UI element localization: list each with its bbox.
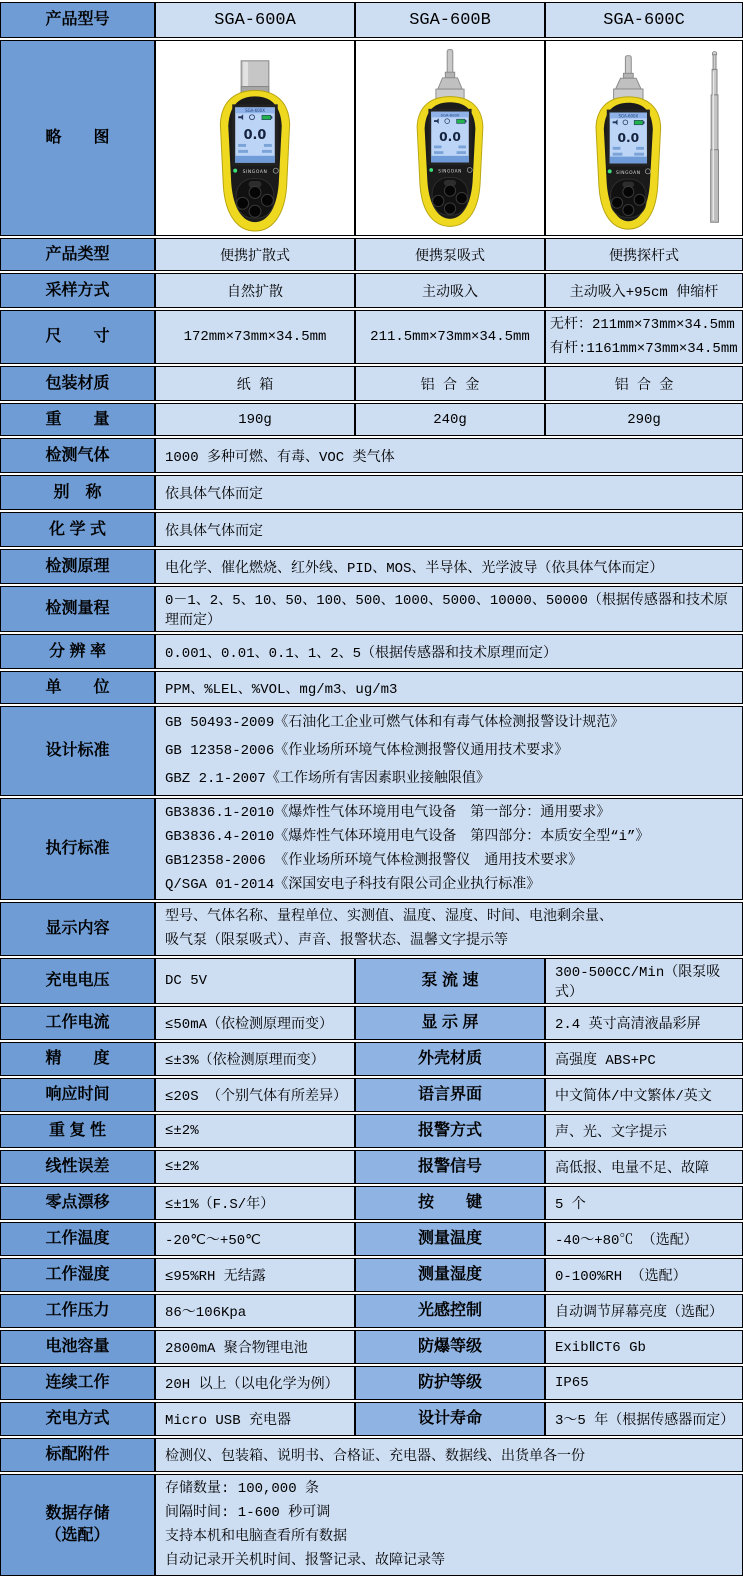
- svg-text:SINGOAN: SINGOAN: [616, 170, 641, 176]
- row-design-standard: [0, 706, 743, 796]
- cell-value: 自动调节屏幕亮度（选配）: [545, 1294, 743, 1328]
- cell-design-standard: [155, 706, 743, 796]
- device-screen: [232, 104, 278, 165]
- storage-line: 间隔时间: 1-600 秒可调: [165, 1505, 331, 1521]
- row-label: 响应时间: [0, 1078, 155, 1112]
- svg-text:SINGOAN: SINGOAN: [242, 170, 268, 176]
- row-storage: [0, 1474, 743, 1576]
- row-label: 别 称: [0, 475, 155, 510]
- row-label: 包装材质: [0, 366, 155, 401]
- cell-weight-b: 240g: [355, 403, 545, 436]
- keypad: [236, 179, 274, 219]
- svg-text:0.0: 0.0: [243, 127, 267, 143]
- design-standard-line: GB 12358-2006《作业场所环境气体检测报警仪通用技术要求》: [165, 743, 569, 759]
- row-pair-8: [0, 1258, 743, 1292]
- row-label: 尺 寸: [0, 310, 155, 364]
- row-pair-10: [0, 1330, 743, 1364]
- cell-value: ≤±3%（依检测原理而变）: [155, 1042, 355, 1076]
- keypad: [611, 179, 646, 217]
- row-label-mid: 设计寿命: [355, 1402, 545, 1436]
- exec-standard-line: GB12358-2006 《作业场所环境气体检测报警仪 通用技术要求》: [165, 853, 583, 869]
- svg-text:0.0: 0.0: [617, 130, 640, 145]
- row-label-mid: 语言界面: [355, 1078, 545, 1112]
- model-name-b: SGA-600B: [355, 2, 545, 38]
- row-label-mid: 外壳材质: [355, 1042, 545, 1076]
- row-pair-0: [0, 958, 743, 1004]
- row-label-mid: 测量温度: [355, 1222, 545, 1256]
- svg-text:SGA-600X: SGA-600X: [245, 108, 265, 114]
- cell-value: DC 5V: [155, 958, 355, 1004]
- row-alias: [0, 475, 743, 510]
- cell-sampling-b: 主动吸入: [355, 273, 545, 308]
- cell-packing-a: 纸 箱: [155, 366, 355, 401]
- row-gas: [0, 438, 743, 473]
- cell-alias: 依具体气体而定: [155, 475, 743, 510]
- row-label: 连续工作: [0, 1366, 155, 1400]
- row-label-mid: 报警信号: [355, 1150, 545, 1184]
- design-standard-line: GBZ 2.1-2007《工作场所有害因素职业接触限值》: [165, 771, 490, 787]
- row-product-type: [0, 238, 743, 271]
- cell-weight-a: 190g: [155, 403, 355, 436]
- row-label: 单 位: [0, 671, 155, 704]
- cell-sampling-c: 主动吸入+95cm 伸缩杆: [545, 273, 743, 308]
- row-display-content: [0, 902, 743, 956]
- row-label: 精 度: [0, 1042, 155, 1076]
- storage-line: 支持本机和电脑查看所有数据: [165, 1529, 347, 1545]
- cell-display-content: [155, 902, 743, 956]
- row-label: 检测量程: [0, 586, 155, 632]
- led-indicator-icon: [429, 168, 433, 172]
- cell-unit: PPM、%LEL、%VOL、mg/m3、ug/m3: [155, 671, 743, 704]
- cell-value: 5 个: [545, 1186, 743, 1220]
- row-pair-7: [0, 1222, 743, 1256]
- telescopic-rod-icon: [711, 52, 719, 223]
- row-pair-12: [0, 1402, 743, 1436]
- design-standard-line: GB 50493-2009《石油化工企业可燃气体和有毒气体检测报警设计规范》: [165, 715, 625, 731]
- sketch-cell-b: [355, 40, 545, 236]
- svg-text:0.0: 0.0: [439, 129, 461, 144]
- row-label: 标配附件: [0, 1438, 155, 1472]
- cell-value: -40～+80℃ （选配）: [545, 1222, 743, 1256]
- sketch-label: 略 图: [0, 40, 155, 236]
- cell-product-type-b: 便携泵吸式: [355, 238, 545, 271]
- row-pair-9: [0, 1294, 743, 1328]
- row-sampling: [0, 273, 743, 308]
- row-label: 采样方式: [0, 273, 155, 308]
- row-principle: [0, 549, 743, 584]
- cell-exec-standard: [155, 798, 743, 900]
- keypad: [432, 177, 468, 215]
- row-label-mid: 光感控制: [355, 1294, 545, 1328]
- row-pair-5: [0, 1150, 743, 1184]
- row-label: 产品类型: [0, 238, 155, 271]
- svg-text:SGA-600X: SGA-600X: [618, 113, 639, 119]
- exec-standard-line: GB3836.4-2010《爆炸性气体环境用电气设备 第四部分：本质安全型“i”》: [165, 829, 650, 845]
- cell-product-type-a: 便携扩散式: [155, 238, 355, 271]
- row-label: 充电电压: [0, 958, 155, 1004]
- cell-value: 86～106Kpa: [155, 1294, 355, 1328]
- row-pair-4: [0, 1114, 743, 1148]
- cell-dimensions-c: [545, 310, 743, 364]
- row-label: 检测原理: [0, 549, 155, 584]
- exec-standard-line: GB3836.1-2010《爆炸性气体环境用电气设备 第一部分：通用要求》: [165, 805, 611, 821]
- row-label: 零点漂移: [0, 1186, 155, 1220]
- row-label-mid: 测量湿度: [355, 1258, 545, 1292]
- row-label-mid: 防护等级: [355, 1366, 545, 1400]
- cell-value: ≤±1%（F.S/年）: [155, 1186, 355, 1220]
- row-unit: [0, 671, 743, 704]
- cell-product-type-c: 便携探杆式: [545, 238, 743, 271]
- display-content-line: 吸气泵（限泵吸式）、声音、报警状态、温馨文字提示等: [165, 933, 508, 949]
- cell-value: 20H 以上（以电化学为例）: [155, 1366, 355, 1400]
- svg-text:SINGOAN: SINGOAN: [438, 168, 462, 174]
- exec-standard-line: Q/SGA 01-2014《深国安电子科技有限公司企业执行标准》: [165, 877, 541, 893]
- cell-value: ≤±2%: [155, 1114, 355, 1148]
- cell-gas: 1000 多种可燃、有毒、VOC 类气体: [155, 438, 743, 473]
- model-name-a: SGA-600A: [155, 2, 355, 38]
- dimensions-c-line1: 无杆：211mm×73mm×34.5mm: [550, 317, 735, 333]
- row-label: 工作压力: [0, 1294, 155, 1328]
- sketch-row: [0, 40, 743, 236]
- cell-accessories: 检测仪、包装箱、说明书、合格证、充电器、数据线、出货单各一份: [155, 1438, 743, 1472]
- storage-label-line2: （选配）: [45, 1527, 110, 1544]
- cell-value: 0-100%RH （选配）: [545, 1258, 743, 1292]
- cell-value: 2.4 英寸高清液晶彩屏: [545, 1006, 743, 1040]
- sensor-cap-icon: [241, 61, 269, 93]
- sketch-cell-a: [155, 40, 355, 236]
- row-exec-standard: [0, 798, 743, 900]
- cell-dimensions-b: 211.5mm×73mm×34.5mm: [355, 310, 545, 364]
- storage-line: 自动记录开关机时间、报警记录、故障记录等: [165, 1553, 445, 1569]
- sketch-cell-c: [545, 40, 743, 236]
- row-formula: [0, 512, 743, 547]
- row-label: 工作温度: [0, 1222, 155, 1256]
- cell-value: ≤95%RH 无结露: [155, 1258, 355, 1292]
- row-label-mid: 防爆等级: [355, 1330, 545, 1364]
- cell-value: Micro USB 充电器: [155, 1402, 355, 1436]
- device-a-illustration: [156, 41, 354, 235]
- cell-value: ≤50mA（依检测原理而变）: [155, 1006, 355, 1040]
- row-packing: [0, 366, 743, 401]
- led-indicator-icon: [608, 169, 612, 173]
- row-label: 线性误差: [0, 1150, 155, 1184]
- row-label-mid: 按 键: [355, 1186, 545, 1220]
- cell-value: IP65: [545, 1366, 743, 1400]
- cell-value: 声、光、文字提示: [545, 1114, 743, 1148]
- row-weight: [0, 403, 743, 436]
- row-label-mid: 报警方式: [355, 1114, 545, 1148]
- cell-principle: 电化学、催化燃烧、红外线、PID、MOS、半导体、光学波导（依具体气体而定）: [155, 549, 743, 584]
- storage-line: 存储数量: 100,000 条: [165, 1481, 320, 1497]
- header-row: [0, 2, 743, 38]
- row-label: 重 量: [0, 403, 155, 436]
- cell-value: ExibⅡCT6 Gb: [545, 1330, 743, 1364]
- device-b-illustration: [356, 41, 544, 235]
- row-label-mid: 显 示 屏: [355, 1006, 545, 1040]
- row-label: 工作湿度: [0, 1258, 155, 1292]
- row-label: 显示内容: [0, 902, 155, 956]
- row-label: 电池容量: [0, 1330, 155, 1364]
- row-label: [0, 1474, 155, 1576]
- svg-text:SGA-600X: SGA-600X: [440, 113, 460, 118]
- row-label: 重 复 性: [0, 1114, 155, 1148]
- cell-formula: 依具体气体而定: [155, 512, 743, 547]
- cell-value: 中文简体/中文繁体/英文: [545, 1078, 743, 1112]
- model-name-c: SGA-600C: [545, 2, 743, 38]
- cell-range: 0－1、2、5、10、50、100、500、1000、5000、10000、50000（根据传感器和技术原理而定）: [155, 586, 743, 632]
- row-label: 工作电流: [0, 1006, 155, 1040]
- row-accessories: [0, 1438, 743, 1472]
- row-label: 检测气体: [0, 438, 155, 473]
- cell-dimensions-a: 172mm×73mm×34.5mm: [155, 310, 355, 364]
- cell-resolution: 0.001、0.01、0.1、1、2、5（根据传感器和技术原理而定）: [155, 634, 743, 669]
- row-label-mid: 泵 流 速: [355, 958, 545, 1004]
- row-pair-6: [0, 1186, 743, 1220]
- dimensions-c-line2: 有杆:1161mm×73mm×34.5mm: [550, 341, 738, 357]
- row-label: 化 学 式: [0, 512, 155, 547]
- row-label: 分 辨 率: [0, 634, 155, 669]
- cell-value: ≤±2%: [155, 1150, 355, 1184]
- storage-label-line1: 数据存储: [45, 1505, 110, 1523]
- cell-value: 3～5 年（根据传感器而定）: [545, 1402, 743, 1436]
- cell-value: 高低报、电量不足、故障: [545, 1150, 743, 1184]
- cell-value: 2800mA 聚合物锂电池: [155, 1330, 355, 1364]
- cell-value: 300-500CC/Min（限泵吸式）: [545, 958, 743, 1004]
- device-screen: [607, 110, 650, 167]
- display-content-line: 型号、气体名称、量程单位、实测值、温度、湿度、时间、电池剩余量、: [165, 909, 613, 925]
- row-label: 执行标准: [0, 798, 155, 900]
- row-pair-1: [0, 1006, 743, 1040]
- cell-value: ≤20S （个别气体有所差异）: [155, 1078, 355, 1112]
- led-indicator-icon: [233, 169, 237, 173]
- cell-sampling-a: 自然扩散: [155, 273, 355, 308]
- device-c-illustration: [546, 41, 742, 235]
- row-resolution: [0, 634, 743, 669]
- cell-weight-c: 290g: [545, 403, 743, 436]
- row-label: 设计标准: [0, 706, 155, 796]
- header-label: 产品型号: [0, 2, 155, 38]
- row-pair-11: [0, 1366, 743, 1400]
- cell-value: 高强度 ABS+PC: [545, 1042, 743, 1076]
- cell-packing-c: 铝 合 金: [545, 366, 743, 401]
- cell-value: -20℃～+50℃: [155, 1222, 355, 1256]
- pump-probe-icon: [436, 50, 464, 101]
- device-screen: [428, 109, 471, 165]
- row-dimensions: [0, 310, 743, 364]
- row-label: 充电方式: [0, 1402, 155, 1436]
- row-pair-3: [0, 1078, 743, 1112]
- row-pair-2: [0, 1042, 743, 1076]
- cell-storage: [155, 1474, 743, 1576]
- cell-packing-b: 铝 合 金: [355, 366, 545, 401]
- pump-probe-icon: [614, 56, 643, 100]
- row-range: [0, 586, 743, 632]
